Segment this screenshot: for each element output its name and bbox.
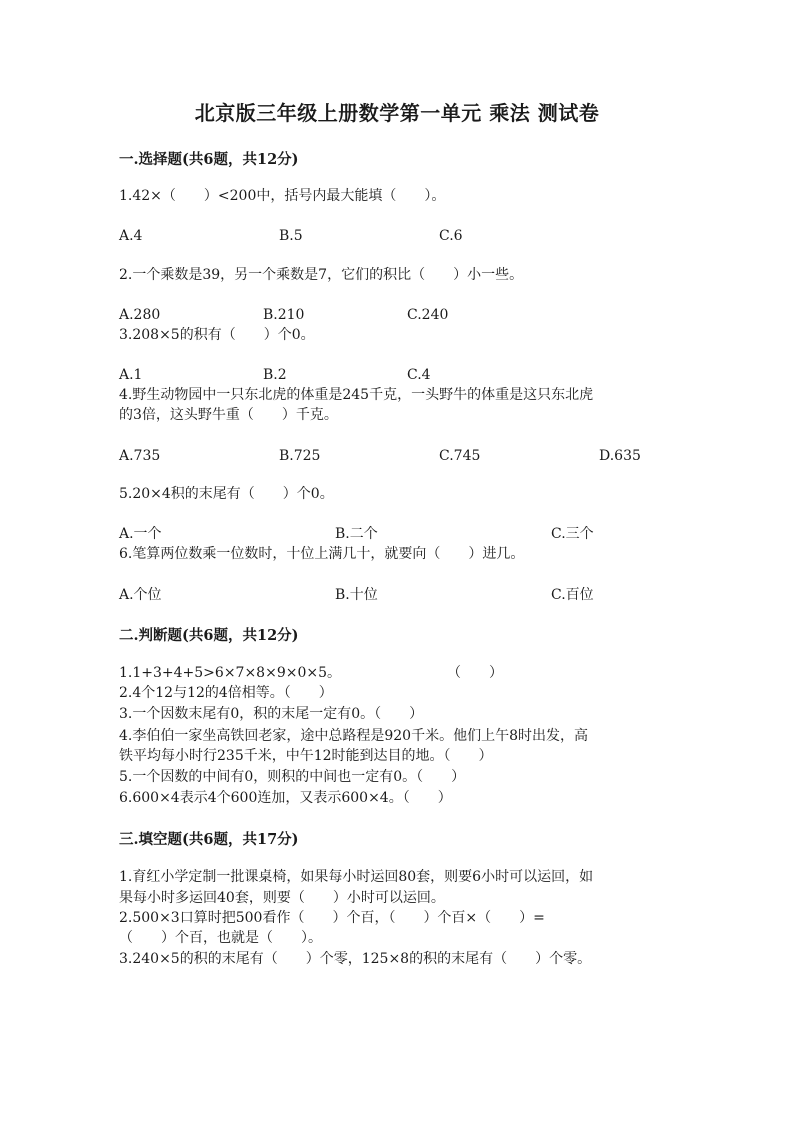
option-1-3-c: C.4 [407,367,431,383]
option-1-1-a: A.4 [119,228,143,244]
question-3-1-line2: 果每小时多运回40套，则要（ ）小时可以运回。 [119,890,445,906]
option-1-6-a: A.个位 [119,587,162,603]
question-1-2: 2.一个乘数是39，另一个乘数是7，它们的积比（ ）小一些。 [119,267,524,283]
question-2-4-line1: 4.李伯伯一家坐高铁回老家，途中总路程是920千米。他们上午8时出发，高 [119,728,588,744]
option-1-1-b: B.5 [279,228,303,244]
option-1-6-c: C.百位 [551,587,594,603]
option-1-3-b: B.2 [263,367,287,383]
option-1-4-a: A.735 [119,448,161,464]
option-1-4-c: C.745 [439,448,481,464]
option-1-2-c: C.240 [407,307,449,323]
question-1-3: 3.208×5的积有（ ）个0。 [119,327,315,343]
option-1-5-b: B.二个 [335,526,378,542]
question-1-4-line1: 4.野生动物园中一只东北虎的体重是245千克，一头野牛的体重是这只东北虎 [119,387,594,403]
question-3-2-line2: （ ）个百，也就是（ ）。 [119,930,322,946]
option-1-4-d: D.635 [599,448,641,464]
question-3-1-line1: 1.育红小学定制一批课桌椅，如果每小时运回80套，则要6小时可以运回，如 [119,869,594,885]
question-1-4-line2: 的3倍，这头野牛重（ ）千克。 [119,407,338,423]
page-title: 北京版三年级上册数学第一单元 乘法 测试卷 [194,101,600,125]
question-2-1: 1.1+3+4+5>6×7×8×9×0×5。 [119,665,342,681]
question-2-4-line2: 铁平均每小时行235千米，中午12时能到达目的地。（ ） [119,748,493,764]
section-heading-judgement: 二.判断题(共6题，共12分) [119,627,299,644]
question-3-3: 3.240×5的积的末尾有（ ）个零，125×8的积的末尾有（ ）个零。 [119,951,592,967]
question-2-1-paren: （ ） [447,665,503,681]
option-1-4-b: B.725 [279,448,321,464]
question-1-6: 6.笔算两位数乘一位数时，十位上满几十，就要向（ ）进几。 [119,546,525,562]
question-3-2-line1: 2.500×3口算时把500看作（ ）个百，（ ）个百×（ ）= [119,910,545,926]
question-2-2: 2.4个12与12的4倍相等。（ ） [119,685,333,701]
question-1-5: 5.20×4积的末尾有（ ）个0。 [119,486,334,502]
section-heading-choice: 一.选择题(共6题，共12分) [119,151,299,168]
option-1-5-c: C.三个 [551,526,594,542]
option-1-2-a: A.280 [119,307,161,323]
option-1-3-a: A.1 [119,367,143,383]
question-2-6: 6.600×4表示4个600连加，又表示600×4。（ ） [119,790,452,806]
option-1-6-b: B.十位 [335,587,378,603]
option-1-2-b: B.210 [263,307,305,323]
section-heading-fill: 三.填空题(共6题，共17分) [119,831,299,848]
option-1-5-a: A.一个 [119,526,162,542]
question-2-3: 3.一个因数末尾有0，积的末尾一定有0。（ ） [119,706,424,722]
option-1-1-c: C.6 [439,228,463,244]
question-2-5: 5.一个因数的中间有0，则积的中间也一定有0。（ ） [119,769,466,785]
question-1-1: 1.42×（ ）<200中，括号内最大能填（ ）。 [119,188,446,204]
